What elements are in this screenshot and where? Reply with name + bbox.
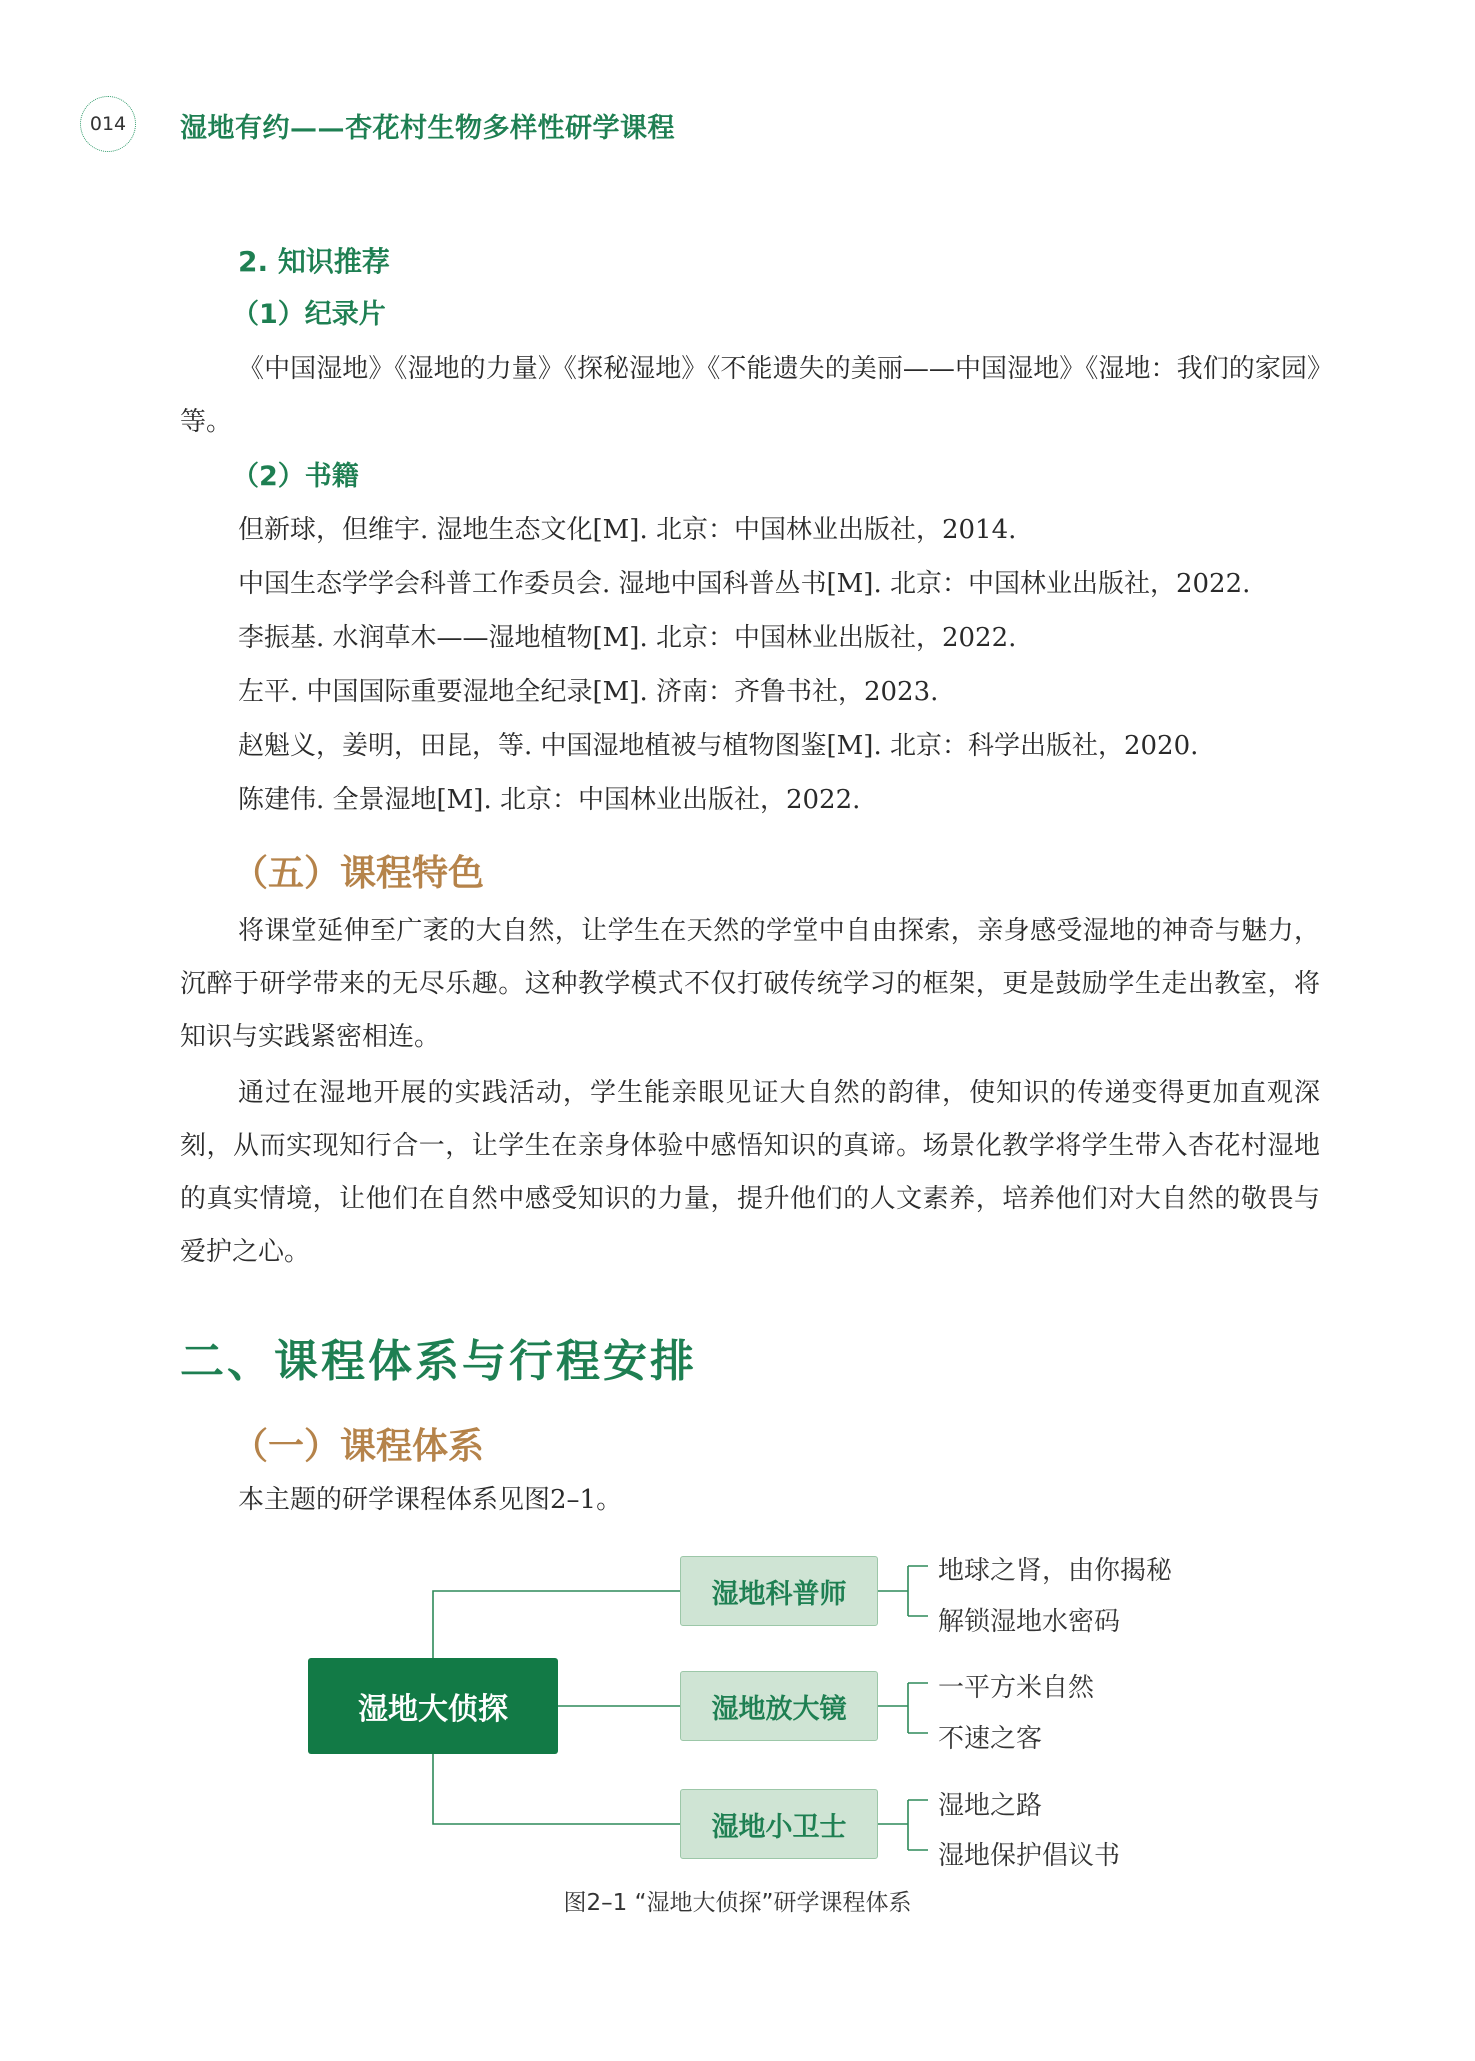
running-header: 湿地有约——杏花村生物多样性研学课程 xyxy=(180,113,675,144)
features-heading: （五）课程特色 xyxy=(232,853,485,894)
diagram-leaf: 一平方米自然 xyxy=(938,1673,1095,1703)
documentaries-heading: （1）纪录片 xyxy=(232,299,386,330)
diagram-branch-3: 湿地小卫士 xyxy=(680,1789,878,1859)
book-reference: 左平. 中国国际重要湿地全纪录[M]. 济南：齐鲁书社，2023. xyxy=(238,677,939,707)
diagram-leaf: 解锁湿地水密码 xyxy=(938,1607,1121,1637)
documentaries-text: 《中国湿地》《湿地的力量》《探秘湿地》《不能遗失的美丽——中国湿地》《湿地：我们的家园》等。 xyxy=(180,354,1320,437)
connector-root-branch-1 xyxy=(433,1591,680,1658)
diagram-branch-1: 湿地科普师 xyxy=(680,1556,878,1626)
book-reference: 但新球，但维宇. 湿地生态文化[M]. 北京：中国林业出版社，2014. xyxy=(238,515,1017,545)
diagram-leaf: 湿地保护倡议书 xyxy=(938,1841,1121,1871)
diagram-leaf: 不速之客 xyxy=(938,1724,1043,1754)
section-title: （一）课程体系 xyxy=(232,1426,485,1467)
page-number: 014 xyxy=(80,96,136,152)
books-heading: （2）书籍 xyxy=(232,461,359,492)
connector-branch-2-leaves xyxy=(878,1683,928,1733)
chapter-title: 二、课程体系与行程安排 xyxy=(180,1336,697,1387)
book-reference: 陈建伟. 全景湿地[M]. 北京：中国林业出版社，2022. xyxy=(238,785,861,815)
connector-branch-1-leaves xyxy=(878,1566,928,1616)
diagram-branch-2: 湿地放大镜 xyxy=(680,1671,878,1741)
book-reference: 中国生态学学会科普工作委员会. 湿地中国科普丛书[M]. 北京：中国林业出版社，2022. xyxy=(238,569,1251,599)
book-reference: 赵魁义，姜明，田昆，等. 中国湿地植被与植物图鉴[M]. 北京：科学出版社，2020. xyxy=(238,731,1199,761)
diagram-leaf: 湿地之路 xyxy=(938,1791,1043,1821)
diagram-root: 湿地大侦探 xyxy=(308,1658,558,1754)
figure-caption: 图2–1 “湿地大侦探”研学课程体系 xyxy=(563,1890,912,1916)
knowledge-heading: 2. 知识推荐 xyxy=(238,245,390,278)
features-paragraph: 将课堂延伸至广袤的大自然，让学生在天然的学堂中自由探索，亲身感受湿地的神奇与魅力，沉醉于研学带来的无尽乐趣。这种教学模式不仅打破传统学习的框架，更是鼓励学生走出教室，将知识与实践紧密相连。 xyxy=(180,916,1320,1052)
connector-root-branch-3 xyxy=(433,1754,680,1824)
section-intro: 本主题的研学课程体系见图2–1。 xyxy=(238,1485,623,1515)
connector-branch-3-leaves xyxy=(878,1800,928,1850)
diagram-leaf: 地球之肾，由你揭秘 xyxy=(938,1556,1173,1586)
features-paragraph: 通过在湿地开展的实践活动，学生能亲眼见证大自然的韵律，使知识的传递变得更加直观深刻，从而实现知行合一，让学生在亲身体验中感悟知识的真谛。场景化教学将学生带入杏花村湿地的真实情境，让他们在自然中感受知识的力量，提升他们的人文素养，培养他们对大自然的敬畏与爱护之心。 xyxy=(180,1078,1320,1267)
book-reference: 李振基. 水润草木——湿地植物[M]. 北京：中国林业出版社，2022. xyxy=(238,623,1017,653)
